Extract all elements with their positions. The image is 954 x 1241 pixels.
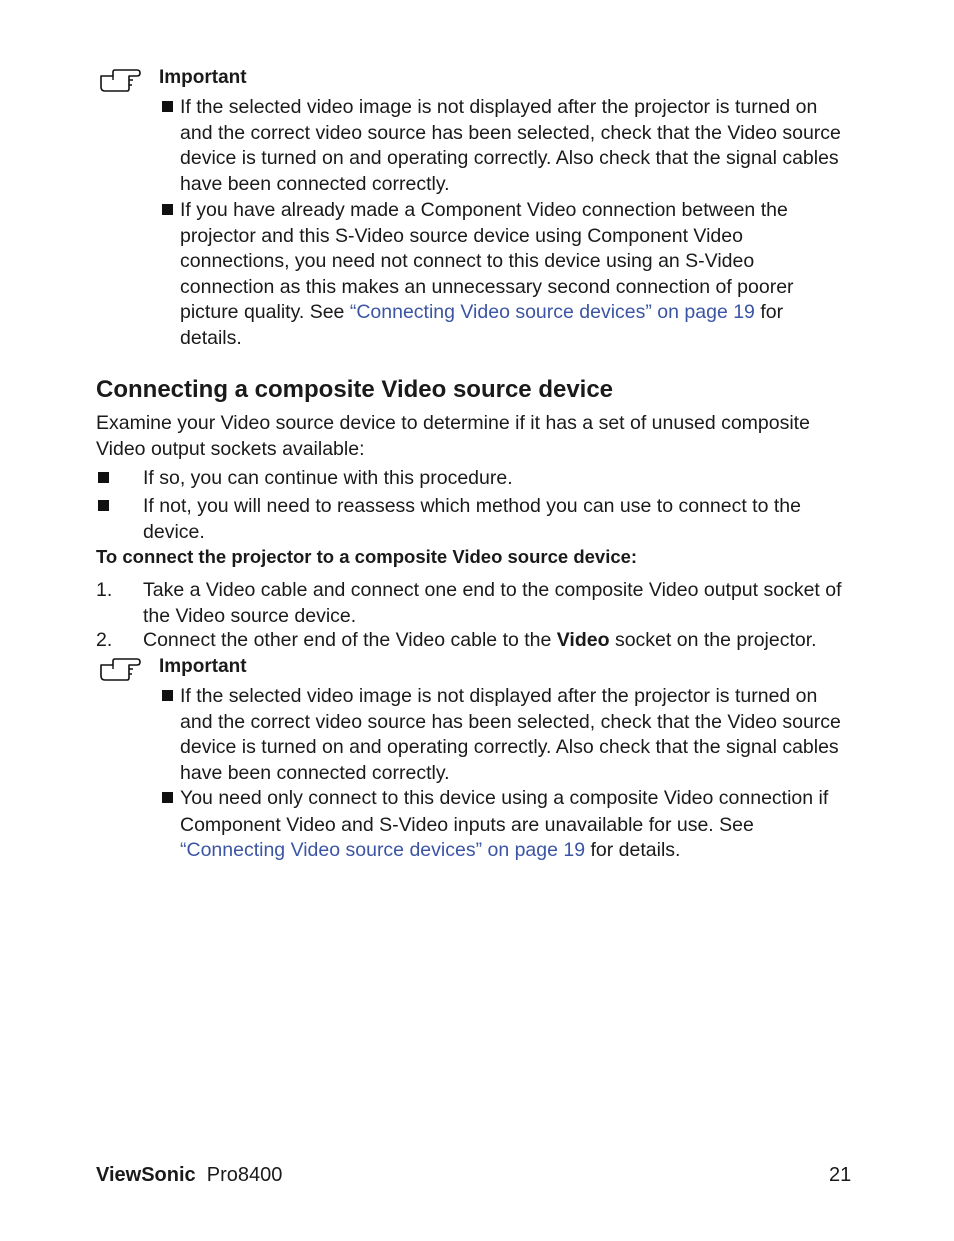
bullet-square (162, 101, 173, 112)
page-number: 21 (829, 1164, 852, 1186)
step-text: Connect the other end of the Video cable to the Video socket on the projector. (143, 629, 817, 651)
cross-reference-link[interactable]: “Connecting Video source devices” on page 19 (349, 301, 755, 323)
note-item: If the selected video image is not displayed after the projector is turned on and the correct video source has been selected, check that the Video source device is turned on and operating correctly. Also check that the signal cables have been connected correctly. (180, 96, 841, 195)
note-title: Important (159, 67, 247, 88)
note-item: If the selected video image is not displayed after the projector is turned on and the correct video source has been selected, check that the Video source device is turned on and operating correctly. Also check that the signal cables have been connected correctly. (180, 685, 841, 784)
bullet-square (162, 204, 173, 215)
list-item: If not, you will need to reassess which method you can use to connect to the device. (143, 495, 801, 543)
bullet-square (98, 500, 109, 511)
step-number: 1. (96, 579, 113, 601)
procedure-title: To connect the projector to a composite Video source device: (96, 546, 638, 567)
bullet-square (162, 690, 173, 701)
pointing-hand-icon (99, 67, 143, 93)
note-title: Important (159, 656, 247, 677)
intro-paragraph: Examine your Video source device to determine if it has a set of unused composite Video output sockets available: (96, 412, 810, 460)
step-number: 2. (96, 629, 113, 651)
footer-brand: ViewSonic Pro8400 (96, 1164, 283, 1186)
note-item: If you have already made a Component Video connection between the projector and this S-Video source device using Component Video connections, you need not connect to this device using an S-Video connection as this makes an unnecessary second connection of poorer picture quality. See “Connecting Video source devices” on page 19 for details. (180, 199, 794, 349)
cross-reference-link[interactable]: “Connecting Video source devices” on page 19 (180, 839, 586, 861)
bullet-square (162, 792, 173, 803)
section-heading: Connecting a composite Video source device (96, 376, 614, 403)
note-item: You need only connect to this device using a composite Video connection if Component Video and S-Video inputs are unavailable for use. See “Connecting Video source devices” on page 19 for details. (180, 787, 829, 861)
pointing-hand-icon (99, 656, 143, 682)
bullet-square (98, 472, 109, 483)
list-item: If so, you can continue with this procedure. (143, 467, 513, 489)
step-text: Take a Video cable and connect one end to the composite Video output socket of the Video source device. (143, 579, 842, 627)
